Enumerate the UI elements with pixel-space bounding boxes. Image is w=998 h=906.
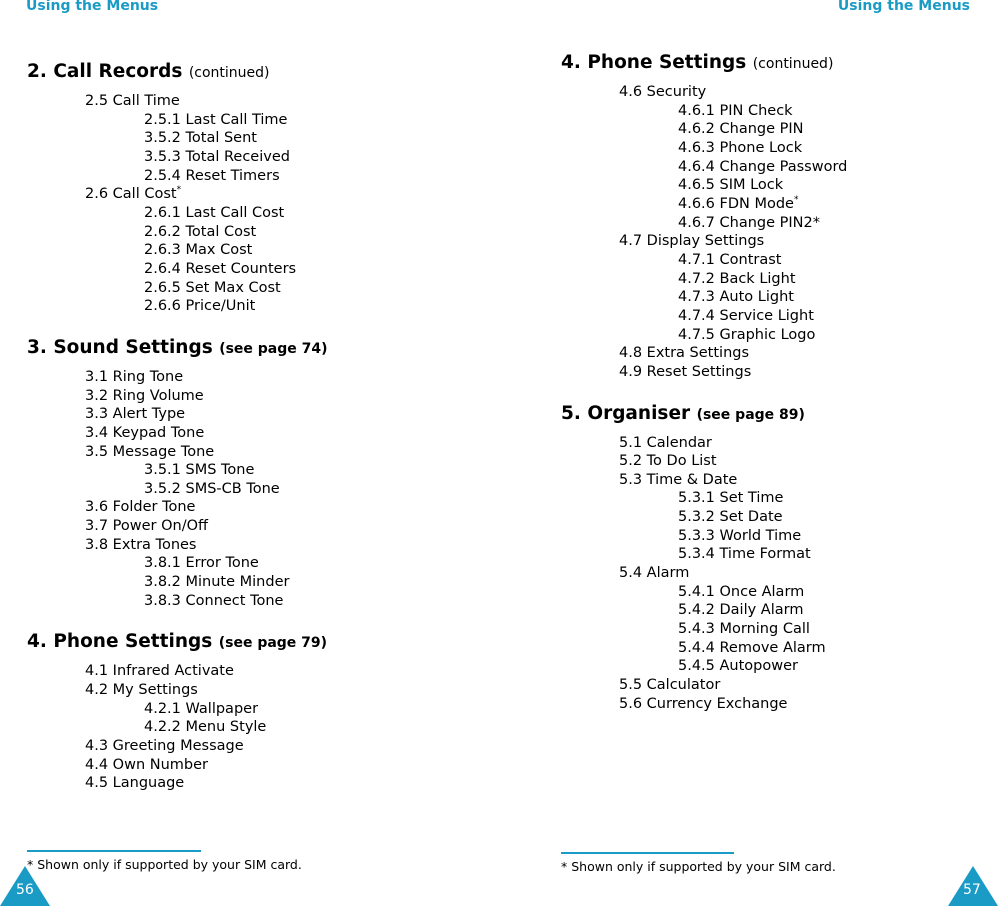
menu-item-label: 2.5.1 Last Call Time bbox=[144, 111, 288, 128]
footnote-right: * Shown only if supported by your SIM card. bbox=[561, 859, 836, 874]
menu-section bbox=[27, 60, 328, 316]
menu-item-label: 5.4.4 Remove Alarm bbox=[678, 639, 826, 656]
menu-item-label: 5.3.2 Set Date bbox=[678, 509, 783, 526]
menu-item bbox=[561, 214, 847, 233]
menu-item-label: 5.4.1 Once Alarm bbox=[678, 583, 805, 600]
menu-item bbox=[27, 700, 328, 719]
menu-item bbox=[27, 681, 328, 700]
menu-item bbox=[561, 251, 847, 270]
menu-item bbox=[561, 620, 847, 639]
section-heading bbox=[27, 60, 328, 85]
menu-item bbox=[27, 405, 328, 424]
menu-item-label: 2.6.1 Last Call Cost bbox=[144, 204, 285, 221]
running-head-right: Using the Menus bbox=[837, 0, 970, 14]
menu-item bbox=[27, 573, 328, 592]
menu-item bbox=[561, 102, 847, 121]
menu-item bbox=[561, 508, 847, 527]
menu-item-label: 5.4.2 Daily Alarm bbox=[678, 602, 804, 619]
menu-item bbox=[27, 737, 328, 756]
menu-item-label: 4.6.5 SIM Lock bbox=[678, 177, 784, 194]
menu-item-label: 3.8.2 Minute Minder bbox=[144, 574, 290, 591]
menu-item bbox=[27, 223, 328, 242]
menu-item bbox=[561, 695, 847, 714]
menu-item-label: 3.7 Power On/Off bbox=[85, 518, 209, 535]
menu-item-label: 3.8.1 Error Tone bbox=[144, 555, 259, 572]
menu-item-label: 3.5.3 Total Received bbox=[144, 148, 290, 165]
right-page-menu-list bbox=[561, 51, 847, 713]
running-head-left: Using the Menus bbox=[26, 0, 159, 14]
menu-item bbox=[561, 601, 847, 620]
menu-item bbox=[27, 204, 328, 223]
menu-item bbox=[561, 288, 847, 307]
menu-item-label: 4.1 Infrared Activate bbox=[85, 663, 234, 680]
left-page-menu-list bbox=[27, 60, 328, 793]
menu-item bbox=[27, 185, 328, 204]
menu-item-label: 4.7.1 Contrast bbox=[678, 251, 782, 268]
menu-item bbox=[27, 536, 328, 555]
menu-section bbox=[27, 336, 328, 611]
menu-item-label: 3.5 Message Tone bbox=[85, 443, 215, 460]
menu-item bbox=[561, 232, 847, 251]
menu-item bbox=[561, 195, 847, 214]
section-heading bbox=[561, 51, 847, 76]
menu-item bbox=[27, 260, 328, 279]
menu-item bbox=[561, 434, 847, 453]
menu-item bbox=[27, 480, 328, 499]
menu-item-label: 3.4 Keypad Tone bbox=[85, 424, 205, 441]
menu-item bbox=[27, 662, 328, 681]
section-note: (continued) bbox=[188, 65, 270, 81]
menu-item-label: 2.6.5 Set Max Cost bbox=[144, 279, 281, 296]
menu-item bbox=[27, 554, 328, 573]
menu-item bbox=[27, 368, 328, 387]
menu-item-label: 4.8 Extra Settings bbox=[619, 345, 750, 362]
menu-item-label: 5.1 Calendar bbox=[619, 434, 712, 451]
footnote-rule-right bbox=[561, 852, 734, 854]
page-number-right: 57 bbox=[963, 882, 981, 898]
menu-item bbox=[27, 148, 328, 167]
menu-item-label: 4.9 Reset Settings bbox=[619, 363, 752, 380]
menu-item-label: 2.6 Call Cost bbox=[85, 186, 177, 203]
menu-item-label: 4.6.2 Change PIN bbox=[678, 121, 804, 138]
menu-item-label: 4.2.1 Wallpaper bbox=[144, 700, 259, 717]
menu-item-label: 4.2.2 Menu Style bbox=[144, 719, 267, 736]
menu-item-label: 4.6 Security bbox=[619, 84, 707, 100]
menu-item-label: 5.3.4 Time Format bbox=[678, 546, 811, 563]
section-note: (continued) bbox=[752, 56, 834, 72]
section-title: 5. Organiser bbox=[561, 402, 691, 424]
menu-item bbox=[561, 326, 847, 345]
menu-item bbox=[27, 424, 328, 443]
menu-item bbox=[561, 83, 847, 102]
menu-item-label: 4.6.3 Phone Lock bbox=[678, 139, 803, 156]
menu-item bbox=[27, 774, 328, 793]
menu-item-label: 4.4 Own Number bbox=[85, 756, 208, 773]
menu-item bbox=[27, 92, 328, 111]
menu-item-label: 4.7 Display Settings bbox=[619, 233, 765, 250]
section-heading bbox=[27, 630, 328, 655]
menu-item-label: 3.2 Ring Volume bbox=[85, 387, 204, 404]
section-heading bbox=[27, 336, 328, 361]
menu-item-label: 2.5.4 Reset Timers bbox=[144, 167, 280, 184]
menu-item bbox=[27, 443, 328, 462]
menu-item-label: 4.7.3 Auto Light bbox=[678, 289, 794, 306]
menu-item bbox=[27, 498, 328, 517]
footnote-marker: * bbox=[176, 185, 182, 196]
menu-item bbox=[27, 592, 328, 611]
menu-section bbox=[561, 402, 847, 714]
page-number-left: 56 bbox=[16, 882, 34, 898]
menu-item-label: 4.6.7 Change PIN2* bbox=[678, 214, 820, 231]
menu-section bbox=[561, 51, 847, 382]
menu-item bbox=[561, 120, 847, 139]
menu-item-label: 4.2 My Settings bbox=[85, 682, 198, 699]
menu-item-label: 5.5 Calculator bbox=[619, 677, 721, 694]
menu-item-label: 5.3 Time & Date bbox=[619, 471, 738, 488]
menu-item-label: 3.1 Ring Tone bbox=[85, 368, 184, 385]
menu-item-label: 5.3.1 Set Time bbox=[678, 490, 784, 507]
menu-item-label: 2.6.2 Total Cost bbox=[144, 223, 257, 240]
section-title: 4. Phone Settings bbox=[27, 631, 213, 653]
menu-item bbox=[561, 527, 847, 546]
menu-item-label: 5.4 Alarm bbox=[619, 565, 690, 582]
menu-item-label: 2.6.6 Price/Unit bbox=[144, 298, 256, 315]
menu-item-label: 2.6.3 Max Cost bbox=[144, 242, 253, 259]
menu-item-label: 4.3 Greeting Message bbox=[85, 738, 244, 755]
menu-item bbox=[561, 344, 847, 363]
menu-item-label: 3.6 Folder Tone bbox=[85, 499, 196, 516]
menu-item bbox=[27, 111, 328, 130]
section-note: (see page 89) bbox=[696, 406, 805, 423]
menu-item bbox=[561, 639, 847, 658]
section-note: (see page 74) bbox=[219, 340, 328, 357]
menu-item bbox=[561, 307, 847, 326]
menu-item-label: 3.8.3 Connect Tone bbox=[144, 592, 284, 609]
menu-item-label: 3.5.2 SMS-CB Tone bbox=[144, 480, 280, 497]
menu-item-label: 4.6.6 FDN Mode bbox=[678, 195, 794, 212]
menu-item bbox=[561, 270, 847, 289]
menu-item bbox=[561, 176, 847, 195]
menu-item-label: 4.7.4 Service Light bbox=[678, 307, 814, 324]
footnote-rule-left bbox=[27, 850, 201, 852]
footnote-left: * Shown only if supported by your SIM card. bbox=[27, 857, 302, 872]
menu-item bbox=[561, 363, 847, 382]
menu-item bbox=[561, 139, 847, 158]
menu-item bbox=[561, 471, 847, 490]
menu-item bbox=[27, 718, 328, 737]
menu-item bbox=[561, 158, 847, 177]
menu-item-label: 4.7.2 Back Light bbox=[678, 270, 796, 287]
menu-item-label: 4.6.1 PIN Check bbox=[678, 102, 793, 119]
menu-item-label: 2.5 Call Time bbox=[85, 93, 180, 109]
footnote-marker: * bbox=[793, 195, 799, 206]
menu-item bbox=[561, 489, 847, 508]
menu-item bbox=[561, 545, 847, 564]
menu-item-label: 4.6.4 Change Password bbox=[678, 158, 848, 175]
menu-item bbox=[561, 452, 847, 471]
menu-item-label: 4.5 Language bbox=[85, 775, 185, 792]
menu-item bbox=[27, 461, 328, 480]
menu-item bbox=[561, 564, 847, 583]
menu-item bbox=[27, 279, 328, 298]
menu-item-label: 3.5.1 SMS Tone bbox=[144, 462, 255, 479]
menu-item-label: 4.7.5 Graphic Logo bbox=[678, 326, 816, 343]
menu-item bbox=[27, 297, 328, 316]
menu-item-label: 3.8 Extra Tones bbox=[85, 536, 197, 553]
menu-item-label: 3.3 Alert Type bbox=[85, 406, 186, 423]
menu-item bbox=[561, 657, 847, 676]
menu-section bbox=[27, 630, 328, 793]
section-title: 3. Sound Settings bbox=[27, 336, 213, 358]
menu-item bbox=[561, 676, 847, 695]
menu-item bbox=[27, 129, 328, 148]
menu-item-label: 2.6.4 Reset Counters bbox=[144, 260, 297, 277]
menu-item bbox=[27, 241, 328, 260]
menu-item bbox=[27, 167, 328, 186]
menu-item bbox=[27, 756, 328, 775]
menu-item bbox=[27, 517, 328, 536]
menu-item-label: 5.2 To Do List bbox=[619, 453, 717, 470]
menu-item-label: 3.5.2 Total Sent bbox=[144, 130, 257, 147]
menu-item-label: 5.3.3 World Time bbox=[678, 527, 802, 544]
section-note: (see page 79) bbox=[218, 635, 328, 652]
section-title: 4. Phone Settings bbox=[561, 52, 747, 73]
menu-item-label: 5.6 Currency Exchange bbox=[619, 695, 788, 712]
menu-item bbox=[27, 387, 328, 406]
menu-item-label: 5.4.5 Autopower bbox=[678, 658, 798, 675]
section-heading bbox=[561, 402, 847, 427]
menu-item bbox=[561, 583, 847, 602]
menu-item-label: 5.4.3 Morning Call bbox=[678, 621, 810, 638]
section-title: 2. Call Records bbox=[27, 61, 183, 82]
